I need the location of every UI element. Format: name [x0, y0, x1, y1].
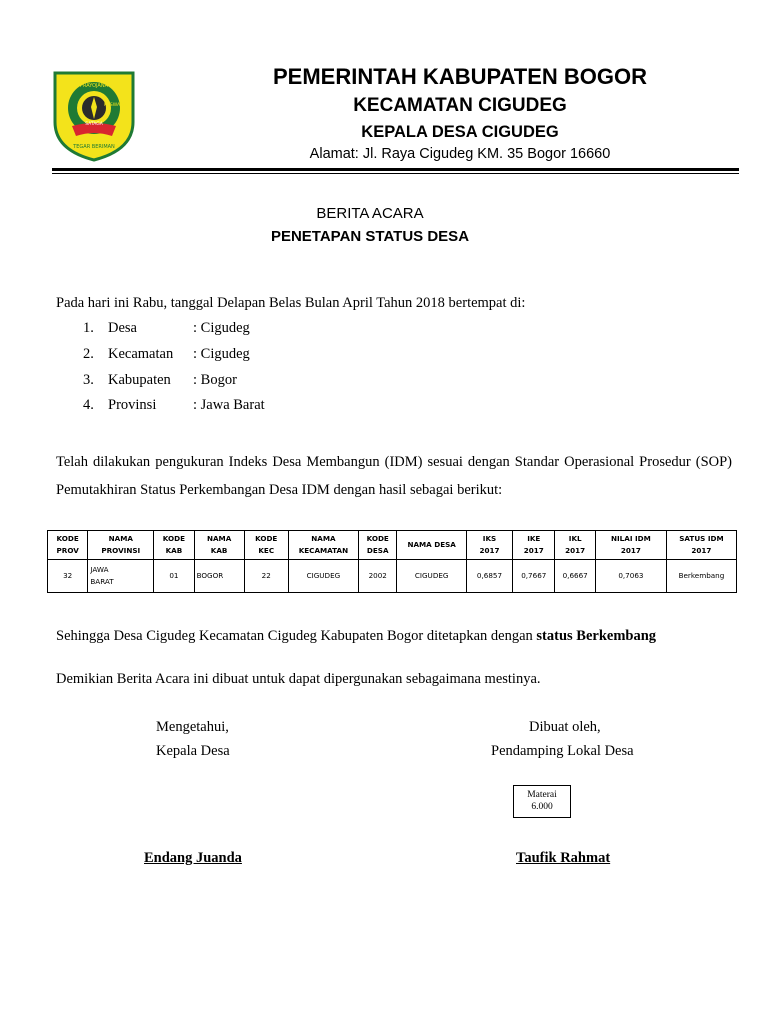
- status-text: Sehingga Desa Cigudeg Kecamatan Cigudeg Kabupaten Bogor ditetapkan dengan: [56, 628, 537, 644]
- location-item: [83, 320, 250, 337]
- location-item: [83, 397, 265, 414]
- signature-left-name: Endang Juanda: [144, 850, 242, 866]
- signature-right-label: Dibuat oleh,: [529, 719, 601, 735]
- letterhead-address: Alamat: Jl. Raya Cigudeg KM. 35 Bogor 16660: [309, 146, 611, 162]
- location-value: : Jawa Barat: [193, 397, 265, 413]
- letterhead-line2: KECAMATAN CIGUDEG: [353, 95, 567, 116]
- location-key: Provinsi: [108, 397, 157, 413]
- table-header-cell: NILAI IDM 2017: [595, 531, 666, 560]
- location-number: 3.: [83, 372, 94, 388]
- table-cell: 22: [244, 560, 288, 593]
- location-item: [83, 346, 250, 363]
- table-header-cell: NAMA PROVINSI: [88, 531, 154, 560]
- materai-label: Materai: [527, 790, 557, 800]
- table-cell: CIGUDEG: [288, 560, 358, 593]
- table-header-cell: NAMA KAB: [194, 531, 244, 560]
- table-cell: JAWA BARAT: [88, 560, 154, 593]
- location-key: Desa: [108, 320, 137, 336]
- location-number: 4.: [83, 397, 94, 413]
- location-number: 1.: [83, 320, 94, 336]
- idm-paragraph: Telah dilakukan pengukuran Indeks Desa Membangun (IDM) sesuai dengan Standar Operasional Prosedur (SOP) Pemutakhiran Status Perkembangan Desa IDM dengan hasil sebagai berikut:: [56, 454, 732, 498]
- svg-text:PRAYOJANA: PRAYOJANA: [79, 83, 109, 89]
- location-item: [83, 372, 237, 389]
- table-header-cell: IKS 2017: [466, 531, 512, 560]
- location-value: : Bogor: [193, 372, 237, 388]
- table-header-cell: SATUS IDM 2017: [666, 531, 736, 560]
- letterhead-line1: PEMERINTAH KABUPATEN BOGOR: [273, 64, 647, 89]
- table-cell: CIGUDEG: [397, 560, 466, 593]
- materai-stamp-box: [513, 785, 571, 818]
- table-header-cell: KODE KEC: [244, 531, 288, 560]
- table-cell: 0,6667: [555, 560, 595, 593]
- table-cell: BOGOR: [194, 560, 244, 593]
- kabupaten-bogor-logo-icon: [52, 70, 136, 162]
- signature-left-label: Mengetahui,: [156, 719, 229, 735]
- location-value: : Cigudeg: [193, 346, 250, 362]
- table-header-cell: KODE PROV: [48, 531, 88, 560]
- intro-paragraph: Pada hari ini Rabu, tanggal Delapan Belas Bulan April Tahun 2018 bertempat di:: [56, 295, 526, 311]
- table-header-row: [48, 531, 737, 560]
- table-header-cell: KODE KAB: [154, 531, 194, 560]
- location-value: : Cigudeg: [193, 320, 250, 336]
- materai-value: 6.000: [531, 802, 553, 812]
- document-title: BERITA ACARA: [316, 205, 424, 222]
- location-key: Kecamatan: [108, 346, 174, 362]
- letterhead-line3: KEPALA DESA CIGUDEG: [361, 123, 559, 141]
- table-cell: 01: [154, 560, 194, 593]
- svg-text:KASWARA: KASWARA: [103, 103, 127, 108]
- table-cell: 0,6857: [466, 560, 512, 593]
- table-header-cell: IKE 2017: [513, 531, 555, 560]
- table-row: [48, 560, 737, 593]
- table-header-cell: IKL 2017: [555, 531, 595, 560]
- svg-text:SATAGA: SATAGA: [85, 122, 103, 127]
- table-cell: 0,7063: [595, 560, 666, 593]
- letterhead-divider-thick: [52, 168, 739, 171]
- table-header-cell: NAMA KECAMATAN: [288, 531, 358, 560]
- svg-text:TEGAR BERIMAN: TEGAR BERIMAN: [73, 144, 115, 150]
- table-cell: Berkembang: [666, 560, 736, 593]
- signature-right-name: Taufik Rahmat: [516, 850, 611, 866]
- closing-paragraph: Demikian Berita Acara ini dibuat untuk dapat dipergunakan sebagaimana mestinya.: [56, 671, 541, 687]
- location-key: Kabupaten: [108, 372, 171, 388]
- table-cell: 32: [48, 560, 88, 593]
- letterhead-divider-thin: [52, 173, 739, 174]
- table-cell: 2002: [359, 560, 397, 593]
- document-subtitle: PENETAPAN STATUS DESA: [270, 228, 470, 245]
- table-header-cell: NAMA DESA: [397, 531, 466, 560]
- location-number: 2.: [83, 346, 94, 362]
- table-cell: 0,7667: [513, 560, 555, 593]
- signature-right-role: Pendamping Lokal Desa: [491, 743, 634, 759]
- status-paragraph: [56, 622, 732, 650]
- idm-table: [47, 530, 737, 593]
- status-emphasis: status Berkembang: [536, 628, 657, 644]
- table-header-cell: KODE DESA: [359, 531, 397, 560]
- signature-left-role: Kepala Desa: [156, 743, 230, 759]
